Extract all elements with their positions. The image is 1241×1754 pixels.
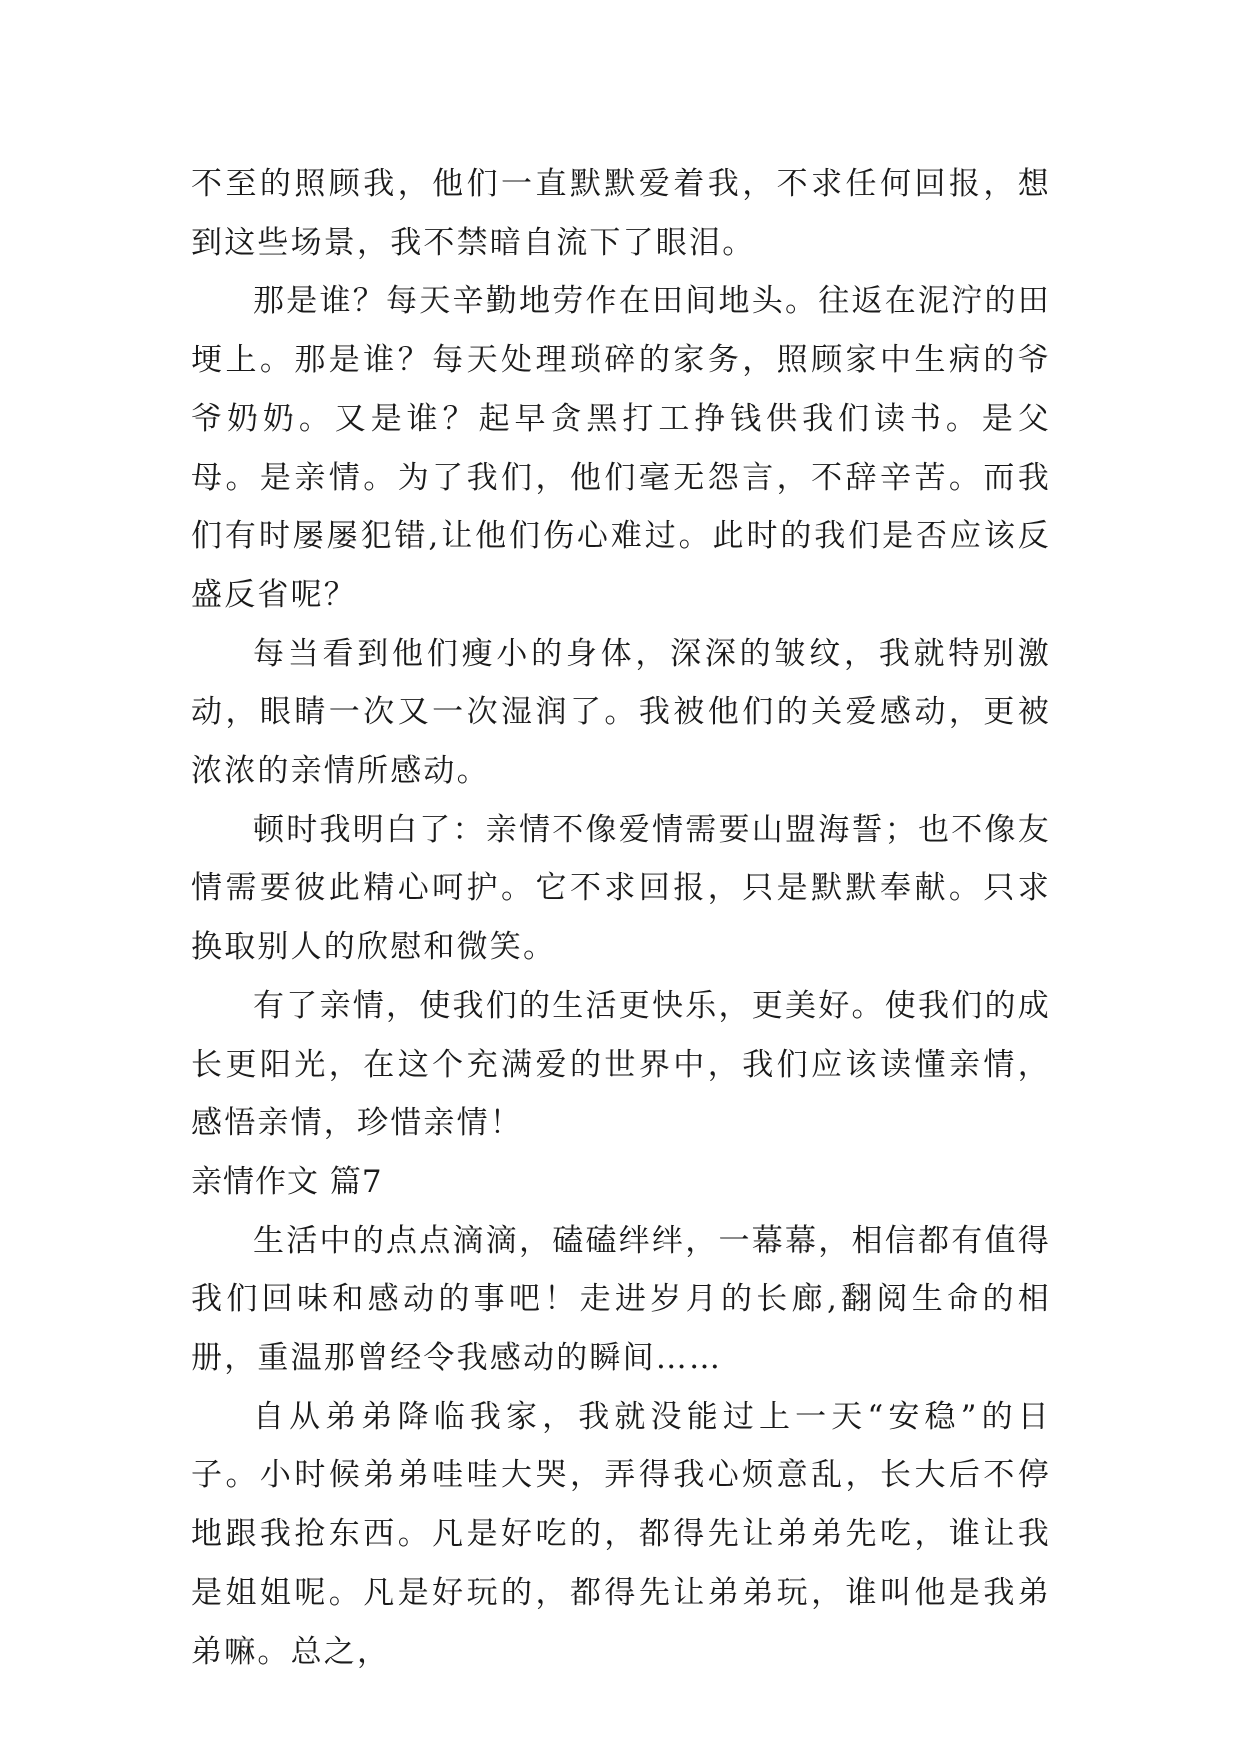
paragraph: 自从弟弟降临我家，我就没能过上一天“安稳”的日子。小时候弟弟哇哇大哭，弄得我心烦意乱，长大后不停地跟我抢东西。凡是好吃的，都得先让弟弟先吃，谁让我是姐姐呢。凡是好玩的，都得先让弟弟玩，谁叫他是我弟弟嘛。总之， [191,1398,1051,1670]
paragraph: 有了亲情，使我们的生活更快乐，更美好。使我们的成长更阳光，在这个充满爱的世界中，我们应该读懂亲情，感悟亲情，珍惜亲情！ [191,987,1051,1142]
paragraph: 那是谁？每天辛勤地劳作在田间地头。往返在泥泞的田埂上。那是谁？每天处理琐碎的家务，照顾家中生病的爷爷奶奶。又是谁？起早贪黑打工挣钱供我们读书。是父母。是亲情。为了我们，他们毫无怨言，不辞辛苦。而我们有时屡屡犯错,让他们伤心难过。此时的我们是否应该反盛反省呢？ [191,283,1051,613]
document-body [191,155,1051,1681]
paragraph: 生活中的点点滴滴，磕磕绊绊，一幕幕，相信都有值得我们回味和感动的事吧！走进岁月的长廊,翻阅生命的相册，重温那曾经令我感动的瞬间…… [191,1222,1051,1377]
section-heading: 亲情作文 篇7 [191,1163,383,1200]
paragraph-continuation: 不至的照顾我，他们一直默默爱着我，不求任何回报，想到这些场景，我不禁暗自流下了眼泪。 [191,166,1051,261]
paragraph: 每当看到他们瘦小的身体，深深的皱纹，我就特别激动，眼睛一次又一次湿润了。我被他们的关爱感动，更被浓浓的亲情所感动。 [191,635,1051,790]
paragraph: 顿时我明白了：亲情不像爱情需要山盟海誓；也不像友情需要彼此精心呵护。它不求回报，只是默默奉献。只求换取别人的欣慰和微笑。 [191,811,1051,966]
